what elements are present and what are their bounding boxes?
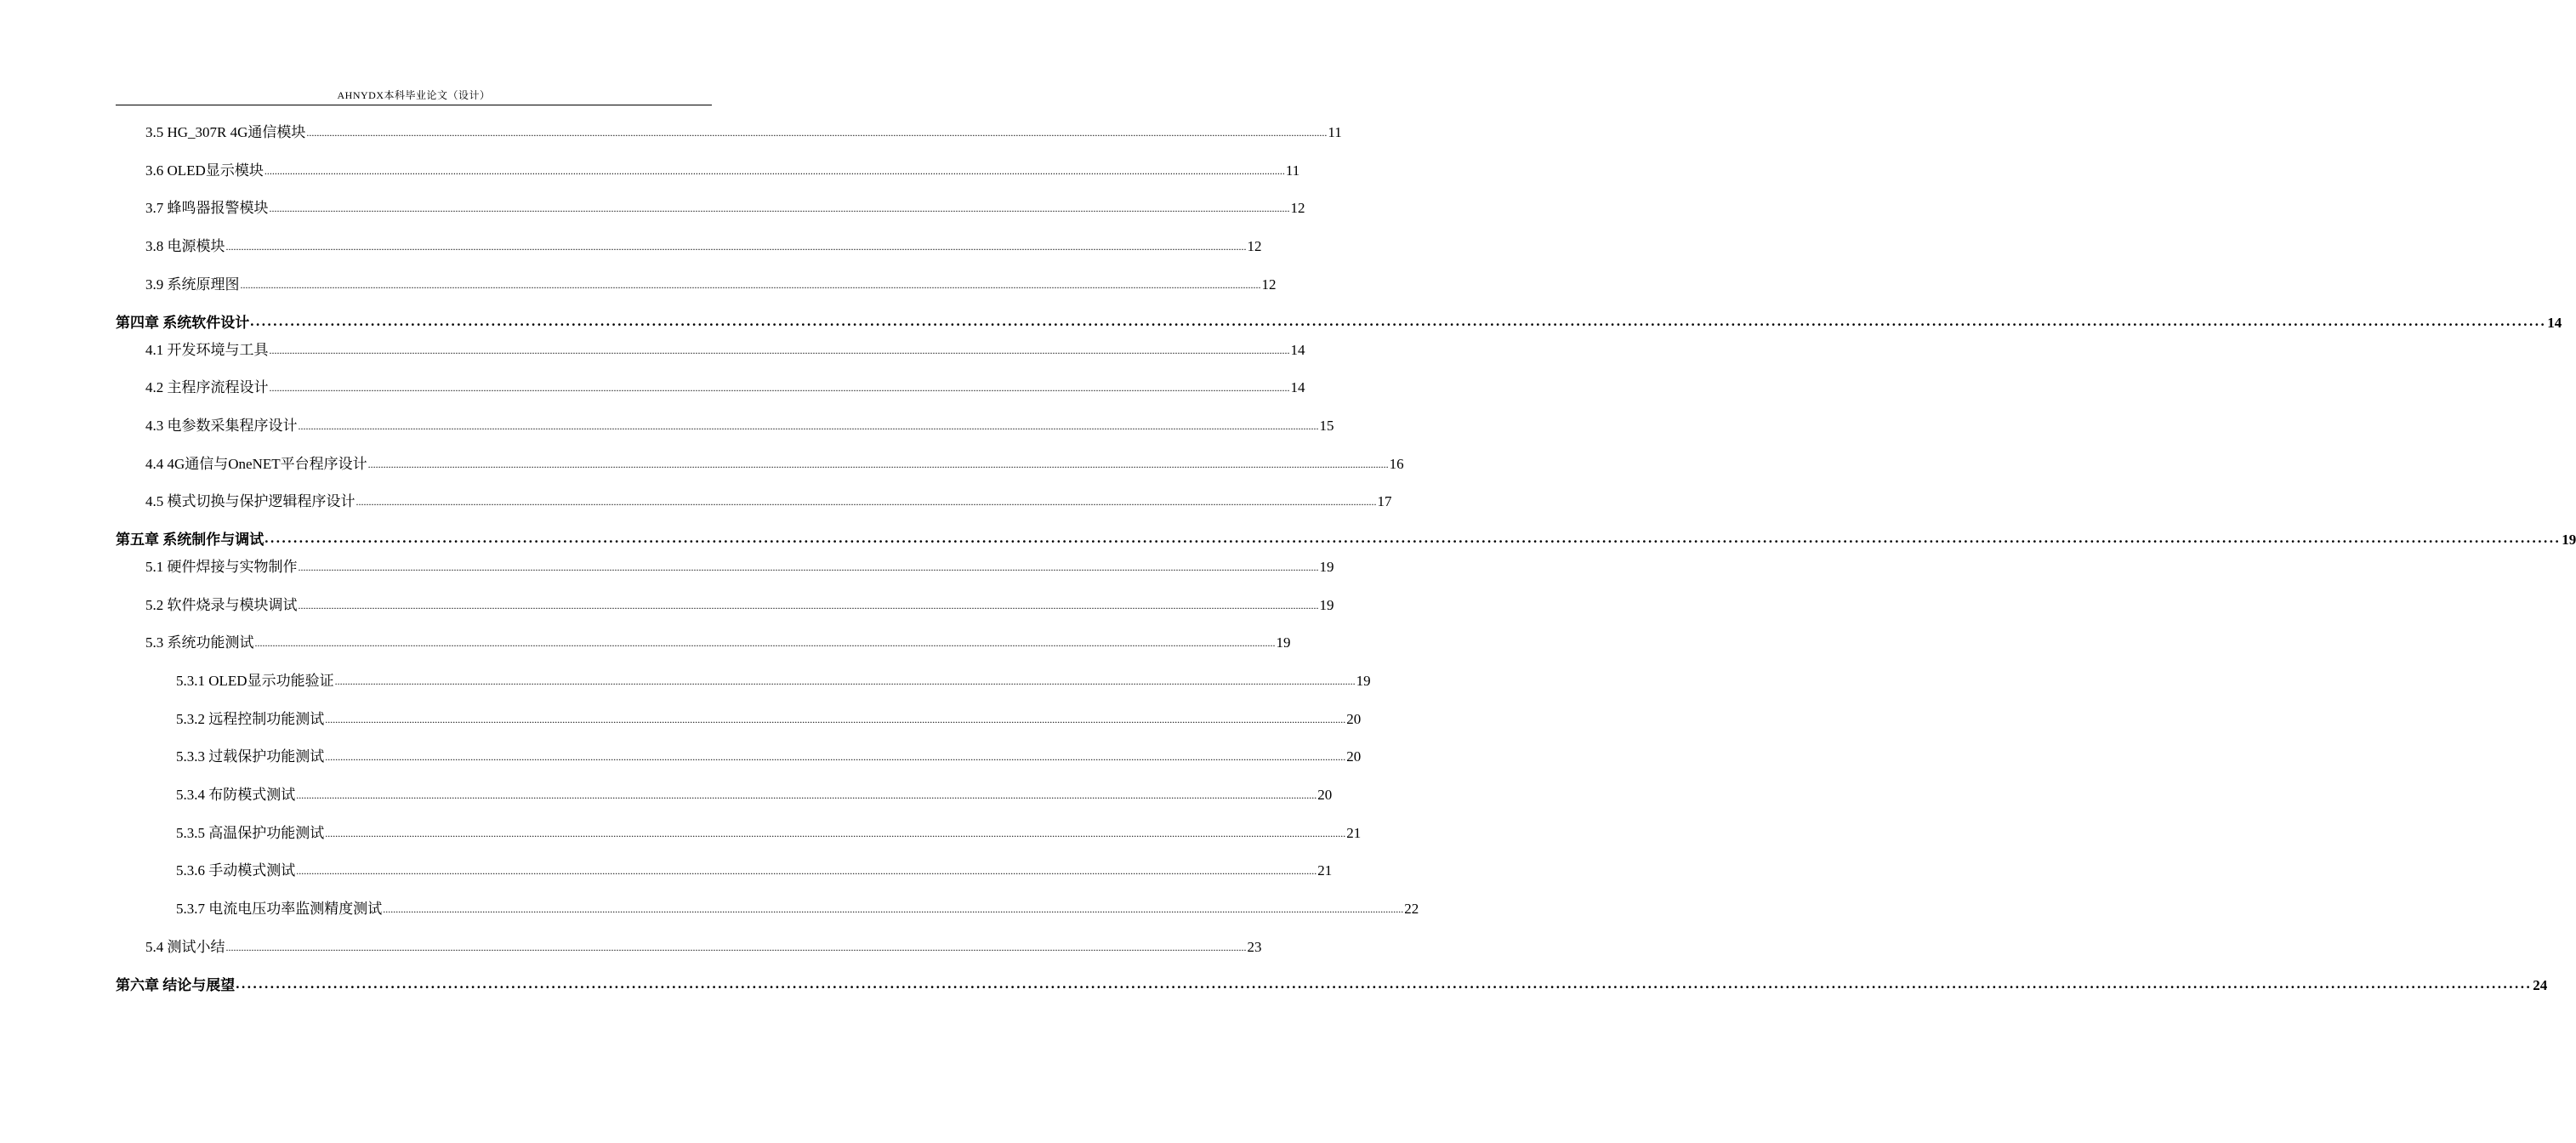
toc-entry-title: 5.4 测试小结: [145, 939, 225, 955]
toc-dot-leader: ................................................................................................................................................................................................................................................................................................................................................................................................................: [325, 714, 1346, 725]
toc-entry-title: 5.3.1 OLED显示功能验证: [176, 673, 334, 689]
toc-entry-title: 5.3.7 电流电压功率监测精度测试: [176, 901, 383, 917]
toc-entry[interactable]: [176, 743, 1362, 765]
toc-dot-leader: ................................................................................................................................................................................................................................................................................................................................................................................................................: [334, 675, 1356, 687]
toc-entry[interactable]: [145, 119, 1342, 141]
toc-entry-title: 4.4 4G通信与OneNET平台程序设计: [145, 456, 367, 472]
toc-entry-page-number: 14: [1290, 379, 1305, 395]
toc-dot-leader: ................................................................................................................................................................................................................................................................................................................................................................................................................: [296, 865, 1317, 877]
toc-entry-page-number: 12: [1261, 276, 1277, 293]
toc-entry-title: 5.3 系统功能测试: [145, 634, 254, 651]
toc-entry-title: 5.3.5 高温保护功能测试: [176, 825, 325, 841]
toc-chapter-entry[interactable]: [116, 972, 2548, 994]
toc-dot-leader: ................................................................................................................................................................................................................................................................................................................................................................................................................: [298, 420, 1319, 432]
toc-dot-leader: ................................................................................................................................................................................................................................................................................................................................................................................................................: [236, 975, 2533, 992]
toc-entry-page-number: 12: [1290, 200, 1305, 216]
toc-dot-leader: ................................................................................................................................................................................................................................................................................................................................................................................................................: [298, 600, 1319, 611]
toc-dot-leader: ................................................................................................................................................................................................................................................................................................................................................................................................................: [269, 382, 1290, 394]
toc-entry[interactable]: [145, 374, 1305, 396]
toc-entry[interactable]: [176, 782, 1333, 804]
toc-entry-page-number: 16: [1389, 456, 1404, 472]
toc-entry-page-number: 14: [1290, 342, 1305, 358]
toc-entry-title: 4.2 主程序流程设计: [145, 379, 269, 395]
header-text: AHNYDX本科毕业论文（设计）: [337, 89, 491, 101]
toc-entry[interactable]: [176, 820, 1362, 842]
toc-entry[interactable]: [145, 271, 1277, 293]
toc-entry[interactable]: [145, 451, 1404, 473]
toc-dot-leader: ................................................................................................................................................................................................................................................................................................................................................................................................................: [298, 561, 1319, 573]
toc-entry[interactable]: [145, 592, 1334, 614]
toc-entry-page-number: 19: [1319, 559, 1334, 575]
toc-entry-page-number: 19: [2562, 532, 2576, 548]
toc-entry-title: 3.7 蜂鸣器报警模块: [145, 200, 269, 216]
toc-entry-page-number: 11: [1285, 162, 1300, 179]
toc-entry-title: 5.3.3 过载保护功能测试: [176, 748, 325, 765]
toc-entry-page-number: 20: [1346, 711, 1362, 727]
toc-entry[interactable]: [145, 488, 1392, 510]
toc-entry-page-number: 23: [1247, 939, 1262, 955]
toc-entry-page-number: 14: [2547, 315, 2562, 331]
toc-entry[interactable]: [145, 157, 1300, 179]
toc-entry[interactable]: [176, 896, 1419, 918]
toc-entry[interactable]: [145, 233, 1262, 255]
toc-entry-page-number: 20: [1346, 748, 1362, 765]
toc-chapter-entry[interactable]: [116, 310, 2562, 332]
toc-entry-title: 3.8 电源模块: [145, 238, 225, 254]
toc-dot-leader: ................................................................................................................................................................................................................................................................................................................................................................................................................: [225, 941, 1247, 953]
toc-entry-title: 3.5 HG_307R 4G通信模块: [145, 124, 306, 140]
toc-entry-title: 第四章 系统软件设计: [116, 315, 250, 331]
toc-entry[interactable]: [145, 554, 1334, 576]
toc-entry[interactable]: [145, 337, 1305, 359]
toc-entry-page-number: 15: [1319, 418, 1334, 434]
toc-entry-page-number: 19: [1276, 634, 1291, 651]
toc-dot-leader: ................................................................................................................................................................................................................................................................................................................................................................................................................: [383, 903, 1404, 915]
toc-entry-title: 5.3.2 远程控制功能测试: [176, 711, 325, 727]
toc-dot-leader: ................................................................................................................................................................................................................................................................................................................................................................................................................: [325, 751, 1346, 763]
toc-entry-title: 5.2 软件烧录与模块调试: [145, 597, 298, 613]
toc-entry-title: 3.9 系统原理图: [145, 276, 240, 293]
toc-entry-title: 5.3.6 手动模式测试: [176, 862, 296, 879]
toc-entry-page-number: 19: [1319, 597, 1334, 613]
toc-entry-page-number: 21: [1346, 825, 1362, 841]
toc-dot-leader: ................................................................................................................................................................................................................................................................................................................................................................................................................: [269, 202, 1290, 214]
toc-dot-leader: ................................................................................................................................................................................................................................................................................................................................................................................................................: [355, 496, 1377, 508]
toc-entry-title: 第六章 结论与展望: [116, 977, 236, 993]
toc-entry-page-number: 21: [1317, 862, 1333, 879]
toc-dot-leader: ................................................................................................................................................................................................................................................................................................................................................................................................................: [367, 458, 1389, 470]
toc-entry-title: 4.5 模式切换与保护逻辑程序设计: [145, 493, 355, 509]
toc-entry[interactable]: [145, 629, 1291, 651]
toc-entry[interactable]: [145, 934, 1262, 956]
toc-entry[interactable]: [176, 706, 1362, 728]
toc-entry-title: 5.3.4 布防模式测试: [176, 787, 296, 803]
toc-entry[interactable]: [145, 195, 1305, 217]
toc-entry-title: 4.1 开发环境与工具: [145, 342, 269, 358]
toc-entry-title: 5.1 硬件焊接与实物制作: [145, 559, 298, 575]
toc-dot-leader: ................................................................................................................................................................................................................................................................................................................................................................................................................: [325, 827, 1346, 839]
toc-entry-page-number: 12: [1247, 238, 1262, 254]
toc-dot-leader: ................................................................................................................................................................................................................................................................................................................................................................................................................: [264, 165, 1285, 177]
toc-dot-leader: ................................................................................................................................................................................................................................................................................................................................................................................................................: [240, 279, 1261, 291]
toc-entry-page-number: 20: [1317, 787, 1333, 803]
toc-entry-page-number: 24: [2533, 977, 2548, 993]
toc-chapter-entry[interactable]: [116, 526, 2576, 549]
toc-entry-page-number: 22: [1404, 901, 1419, 917]
toc-entry-title: 4.3 电参数采集程序设计: [145, 418, 298, 434]
toc-dot-leader: ................................................................................................................................................................................................................................................................................................................................................................................................................: [254, 637, 1276, 649]
toc-dot-leader: ................................................................................................................................................................................................................................................................................................................................................................................................................: [296, 789, 1317, 801]
toc-entry-title: 3.6 OLED显示模块: [145, 162, 264, 179]
toc-entry-page-number: 17: [1377, 493, 1392, 509]
toc-dot-leader: ................................................................................................................................................................................................................................................................................................................................................................................................................: [306, 127, 1328, 139]
toc-entry-page-number: 11: [1328, 124, 1342, 140]
toc-entry[interactable]: [145, 412, 1334, 435]
toc-dot-leader: ................................................................................................................................................................................................................................................................................................................................................................................................................: [264, 530, 2562, 546]
toc-entry-title: 第五章 系统制作与调试: [116, 532, 264, 548]
toc-entry-page-number: 19: [1356, 673, 1371, 689]
toc-entry[interactable]: [176, 668, 1371, 690]
toc-dot-leader: ................................................................................................................................................................................................................................................................................................................................................................................................................: [225, 241, 1247, 253]
toc-dot-leader: ................................................................................................................................................................................................................................................................................................................................................................................................................: [269, 344, 1290, 356]
toc-dot-leader: ................................................................................................................................................................................................................................................................................................................................................................................................................: [250, 313, 2547, 329]
toc-entry[interactable]: [176, 857, 1333, 879]
